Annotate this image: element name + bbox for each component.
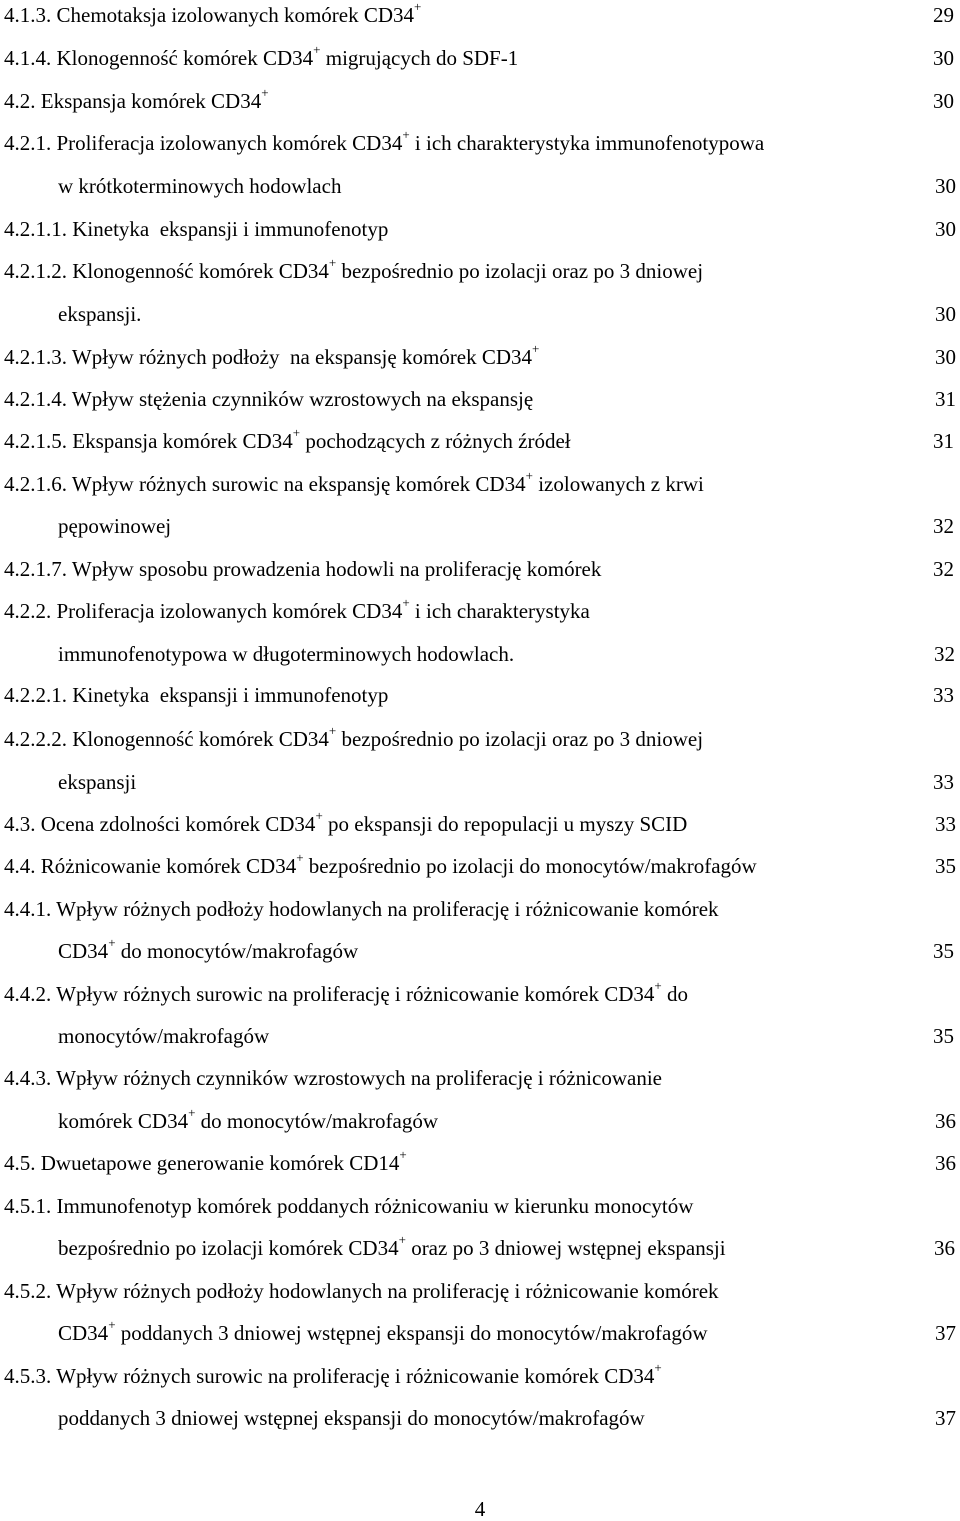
toc-entry xyxy=(0,682,960,708)
toc-title-segment: Wpływ różnych podłoży hodowlanych na proliferację i różnicowanie komórek xyxy=(51,897,719,921)
toc-title-segment: immunofenotypowa w długoterminowych hodowlach. xyxy=(58,642,515,666)
superscript-plus: + xyxy=(313,42,321,57)
toc-title-segment: Ekspansja komórek CD34 xyxy=(67,429,293,453)
toc-entry xyxy=(0,1065,960,1091)
toc-entry-text xyxy=(58,173,341,199)
toc-title-segment: do xyxy=(661,982,689,1006)
toc-entry xyxy=(0,341,960,370)
toc-entry-text xyxy=(4,85,269,114)
toc-section-number: 4.1.3. xyxy=(4,3,52,27)
toc-section-number: 4.5.2. xyxy=(4,1279,52,1303)
toc-title-segment: komórek CD34 xyxy=(58,1109,189,1133)
superscript-plus: + xyxy=(402,595,410,610)
toc-entry xyxy=(0,301,960,327)
toc-page-number: 32 xyxy=(933,557,954,581)
toc-section-number: 4.4. xyxy=(4,854,36,878)
toc-title-segment: pochodzących z różnych źródeł xyxy=(300,429,571,453)
toc-entry xyxy=(0,769,960,795)
toc-entry-text xyxy=(4,386,533,412)
toc-entry xyxy=(0,595,960,624)
toc-title-segment: Kinetyka ekspansji i immunofenotyp xyxy=(67,683,389,707)
toc-title-segment: Wpływ stężenia czynników wzrostowych na ekspansję xyxy=(67,387,534,411)
toc-page-number: 37 xyxy=(935,1406,956,1430)
toc-entry xyxy=(0,978,960,1007)
toc-entry xyxy=(0,723,960,752)
toc-title-segment: ekspansji. xyxy=(58,302,142,326)
superscript-plus: + xyxy=(328,723,337,738)
toc-entry xyxy=(0,1023,960,1049)
toc-entry xyxy=(0,2,960,28)
superscript-plus: + xyxy=(532,341,540,356)
toc-entry-text xyxy=(58,1317,708,1346)
toc-title-segment: migrujących do SDF-1 xyxy=(320,46,519,70)
toc-entry-text xyxy=(58,1105,439,1134)
toc-entry xyxy=(0,1405,960,1431)
toc-entry-text xyxy=(4,723,704,752)
superscript-plus: + xyxy=(296,850,304,865)
toc-entry-text xyxy=(58,935,359,964)
toc-section-number: 4.4.3. xyxy=(4,1066,52,1090)
toc-entry-text xyxy=(4,556,601,582)
toc-section-number: 4.5. xyxy=(4,1151,36,1175)
toc-entry-text xyxy=(58,513,171,539)
superscript-plus: + xyxy=(315,808,323,823)
toc-entry xyxy=(0,425,960,454)
toc-page-number: 35 xyxy=(935,854,956,878)
toc-title-segment: Wpływ różnych podłoży hodowlanych na proliferację i różnicowanie komórek xyxy=(51,1279,719,1303)
toc-section-number: 4.2.1.7. xyxy=(4,557,67,581)
toc-title-segment: Wpływ różnych surowic na proliferację i różnicowanie komórek CD34 xyxy=(51,982,655,1006)
toc-title-segment: Wpływ różnych podłoży na ekspansję komórek CD34 xyxy=(67,345,533,369)
toc-page-number: 30 xyxy=(935,217,956,241)
toc-entry xyxy=(0,1193,960,1219)
toc-entry-text xyxy=(4,42,519,71)
toc-page-number: 32 xyxy=(934,642,955,666)
toc-title-segment: i ich charakterystyka xyxy=(409,599,590,623)
superscript-plus: + xyxy=(654,1360,662,1375)
toc-title-segment: bezpośrednio po izolacji komórek CD34 xyxy=(58,1236,399,1260)
toc-page-number: 31 xyxy=(933,429,954,453)
toc-title-segment: bezpośrednio po izolacji oraz po 3 dniowej xyxy=(336,727,704,751)
toc-title-segment: poddanych 3 dniowej wstępnej ekspansji do monocytów/makrofagów xyxy=(115,1321,708,1345)
toc-title-segment: Wpływ różnych surowic na ekspansję komórek CD34 xyxy=(67,472,526,496)
toc-section-number: 4.2.1. xyxy=(4,131,52,155)
toc-title-segment: monocytów/makrofagów xyxy=(58,1024,270,1048)
toc-page-number: 36 xyxy=(935,1151,956,1175)
toc-section-number: 4.2.1.5. xyxy=(4,429,67,453)
toc-title-segment: bezpośrednio po izolacji do monocytów/makrofagów xyxy=(303,854,757,878)
toc-title-segment: ekspansji xyxy=(58,770,137,794)
toc-section-number: 4.5.1. xyxy=(4,1194,52,1218)
toc-entry-text xyxy=(4,2,421,28)
toc-entry xyxy=(0,386,960,412)
toc-entry-text xyxy=(58,1405,645,1431)
toc-entry-text xyxy=(4,896,719,922)
toc-entry xyxy=(0,1147,960,1176)
toc-page-number: 30 xyxy=(935,174,956,198)
toc-title-segment: Klonogenność komórek CD34 xyxy=(67,727,329,751)
toc-section-number: 4.2.1.4. xyxy=(4,387,67,411)
toc-section-number: 4.2.2. xyxy=(4,599,52,623)
toc-section-number: 4.2. xyxy=(4,89,36,113)
superscript-plus: + xyxy=(292,425,301,440)
toc-title-segment: Proliferacja izolowanych komórek CD34 xyxy=(51,131,403,155)
superscript-plus: + xyxy=(525,468,533,483)
toc-title-segment: w krótkoterminowych hodowlach xyxy=(58,174,342,198)
toc-entry-text xyxy=(4,341,540,370)
toc-entry-text xyxy=(4,468,704,497)
toc-entry-text xyxy=(4,850,757,879)
toc-entry-text xyxy=(4,1360,662,1389)
toc-entry xyxy=(0,1317,960,1346)
toc-title-segment: izolowanych z krwi xyxy=(532,472,704,496)
toc-page-number: 30 xyxy=(933,89,954,113)
superscript-plus: + xyxy=(402,127,410,142)
toc-title-segment: Klonogenność komórek CD34 xyxy=(67,259,329,283)
toc-title-segment: Kinetyka ekspansji i immunofenotyp xyxy=(67,217,389,241)
toc-entry xyxy=(0,216,960,242)
toc-entry xyxy=(0,1360,960,1389)
toc-title-segment: i ich charakterystyka immunofenotypowa xyxy=(409,131,765,155)
toc-title-segment: Wpływ sposobu prowadzenia hodowli na proliferację komórek xyxy=(67,557,602,581)
toc-page-number: 32 xyxy=(933,514,954,538)
toc-title-segment: Dwuetapowe generowanie komórek CD14 xyxy=(35,1151,400,1175)
toc-entry-text xyxy=(4,1193,693,1219)
toc-title-segment: poddanych 3 dniowej wstępnej ekspansji do monocytów/makrofagów xyxy=(58,1406,645,1430)
toc-entry-text xyxy=(4,808,688,837)
toc-entry xyxy=(0,850,960,879)
toc-title-segment: oraz po 3 dniowej wstępnej ekspansji xyxy=(405,1236,726,1260)
toc-entry xyxy=(0,127,960,156)
toc-entry-text xyxy=(4,127,765,156)
toc-entry xyxy=(0,1105,960,1134)
superscript-plus: + xyxy=(188,1105,196,1120)
toc-title-segment: Proliferacja izolowanych komórek CD34 xyxy=(51,599,403,623)
toc-section-number: 4.2.1.3. xyxy=(4,345,67,369)
toc-entry-text xyxy=(4,255,704,284)
toc-title-segment: pępowinowej xyxy=(58,514,172,538)
toc-section-number: 4.5.3. xyxy=(4,1364,52,1388)
toc-entry xyxy=(0,42,960,71)
toc-entry-text xyxy=(4,682,388,708)
toc-section-number: 4.2.1.1. xyxy=(4,217,67,241)
toc-entry-text xyxy=(4,978,689,1007)
toc-entry-text xyxy=(58,301,141,327)
toc-entry xyxy=(0,896,960,922)
toc-page-number: 37 xyxy=(935,1321,956,1345)
toc-entry xyxy=(0,513,960,539)
toc-entry xyxy=(0,808,960,837)
toc-title-segment: CD34 xyxy=(58,939,109,963)
toc-entry xyxy=(0,935,960,964)
toc-section-number: 4.4.1. xyxy=(4,897,52,921)
toc-title-segment: do monocytów/makrofagów xyxy=(195,1109,439,1133)
toc-title-segment: Immunofenotyp komórek poddanych różnicowaniu w kierunku monocytów xyxy=(51,1194,694,1218)
toc-title-segment: Ocena zdolności komórek CD34 xyxy=(35,812,316,836)
toc-title-segment: bezpośrednio po izolacji oraz po 3 dniowej xyxy=(336,259,704,283)
toc-entry-text xyxy=(4,595,590,624)
toc-section-number: 4.4.2. xyxy=(4,982,52,1006)
toc-page-number: 33 xyxy=(933,683,954,707)
superscript-plus: + xyxy=(328,255,337,270)
toc-entry xyxy=(0,1278,960,1304)
superscript-plus: + xyxy=(261,85,269,100)
page-number: 4 xyxy=(474,1497,486,1521)
toc-entry-text xyxy=(58,769,136,795)
toc-page-number: 33 xyxy=(933,770,954,794)
toc-entry-text xyxy=(58,1232,726,1261)
superscript-plus: + xyxy=(654,978,662,993)
toc-entry xyxy=(0,556,960,582)
toc-page-number: 30 xyxy=(933,46,954,70)
toc-title-segment: Wpływ różnych surowic na proliferację i różnicowanie komórek CD34 xyxy=(51,1364,655,1388)
toc-section-number: 4.3. xyxy=(4,812,36,836)
toc-entry xyxy=(0,468,960,497)
toc-page-number: 29 xyxy=(933,3,954,27)
superscript-plus: + xyxy=(108,935,116,950)
superscript-plus: + xyxy=(414,0,422,14)
toc-title-segment: Wpływ różnych czynników wzrostowych na proliferację i różnicowanie xyxy=(51,1066,662,1090)
toc-title-segment: Klonogenność komórek CD34 xyxy=(51,46,314,70)
toc-page-number: 36 xyxy=(934,1236,955,1260)
superscript-plus: + xyxy=(108,1317,116,1332)
toc-page-number: 33 xyxy=(935,812,956,836)
toc-page-number: 30 xyxy=(935,302,956,326)
toc-entry xyxy=(0,641,960,667)
toc-page-number: 36 xyxy=(935,1109,956,1133)
toc-section-number: 4.1.4. xyxy=(4,46,52,70)
toc-title-segment: Ekspansja komórek CD34 xyxy=(35,89,262,113)
toc-page-number: 35 xyxy=(933,1024,954,1048)
toc-entry-text xyxy=(58,1023,269,1049)
toc-entry-text xyxy=(4,425,571,454)
toc-title-segment: do monocytów/makrofagów xyxy=(115,939,359,963)
toc-section-number: 4.2.2.1. xyxy=(4,683,67,707)
toc-entry-text xyxy=(58,641,514,667)
toc-title-segment: Różnicowanie komórek CD34 xyxy=(35,854,297,878)
toc-section-number: 4.2.1.2. xyxy=(4,259,67,283)
toc-entry-text xyxy=(4,1065,662,1091)
toc-section-number: 4.2.1.6. xyxy=(4,472,67,496)
toc-section-number: 4.2.2.2. xyxy=(4,727,67,751)
toc-entry-text xyxy=(4,216,388,242)
toc-title-segment: po ekspansji do repopulacji u myszy SCID xyxy=(322,812,688,836)
toc-page-number: 31 xyxy=(935,387,956,411)
toc-entry xyxy=(0,173,960,199)
superscript-plus: + xyxy=(398,1232,406,1247)
toc-title-segment: CD34 xyxy=(58,1321,109,1345)
toc-entry-text xyxy=(4,1147,407,1176)
superscript-plus: + xyxy=(399,1147,407,1162)
toc-entry xyxy=(0,85,960,114)
toc-entry xyxy=(0,255,960,284)
toc-page-number: 35 xyxy=(933,939,954,963)
toc-entry xyxy=(0,1232,960,1261)
toc-entry-text xyxy=(4,1278,719,1304)
toc-page-number: 30 xyxy=(935,345,956,369)
toc-title-segment: Chemotaksja izolowanych komórek CD34 xyxy=(51,3,415,27)
